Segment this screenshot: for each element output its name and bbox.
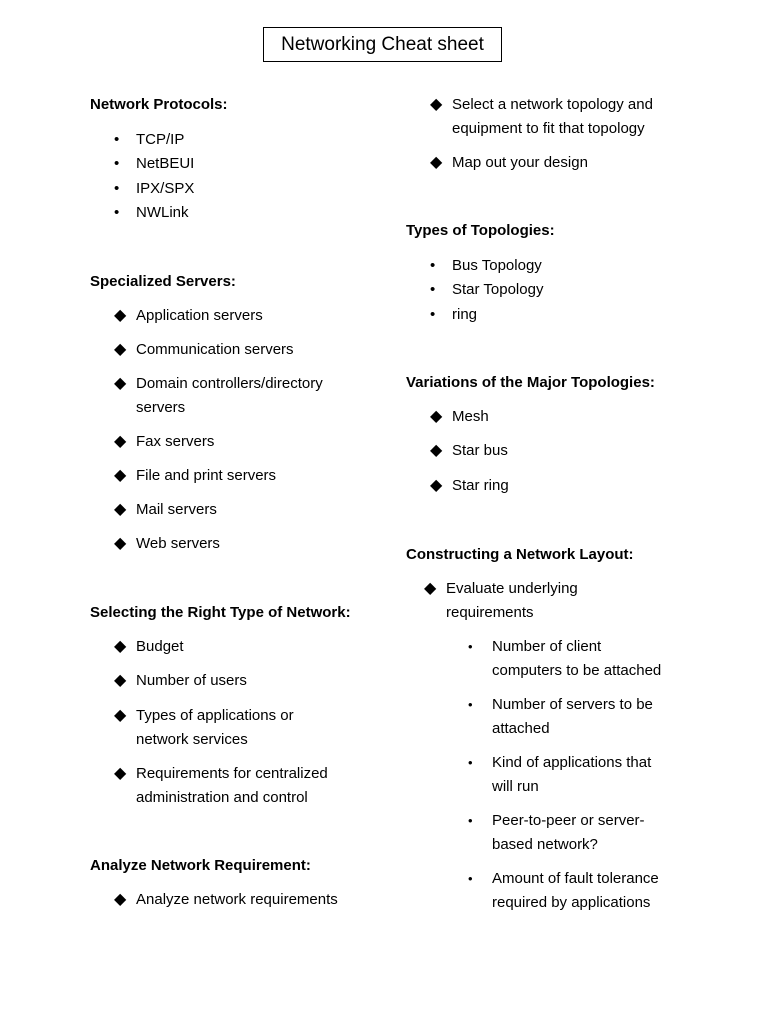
bullet-icon: • [468, 871, 473, 886]
diamond-icon: ◆ [430, 154, 443, 171]
diamond-icon: ◆ [114, 707, 127, 724]
bullet-icon: • [430, 257, 436, 274]
diamond-icon: ◆ [114, 307, 127, 324]
bullet-icon: • [468, 697, 473, 712]
diamond-icon: ◆ [430, 96, 443, 113]
bullet-icon: • [114, 180, 120, 197]
diamond-icon: ◆ [114, 467, 127, 484]
bullet-icon: • [114, 155, 120, 172]
diamond-icon: ◆ [114, 433, 127, 450]
page-title: Networking Cheat sheet [263, 27, 502, 62]
bullet-icon: • [430, 306, 436, 323]
section-heading-selecting-network: Selecting the Right Type of Network: [90, 604, 351, 621]
diamond-icon: ◆ [114, 672, 127, 689]
bullet-icon: • [468, 639, 473, 654]
bullet-icon: • [468, 755, 473, 770]
diamond-icon: ◆ [430, 442, 443, 459]
diamond-icon: ◆ [430, 408, 443, 425]
section-heading-specialized-servers: Specialized Servers: [90, 273, 236, 290]
bullet-icon: • [468, 813, 473, 828]
diamond-icon: ◆ [114, 891, 127, 908]
diamond-icon: ◆ [430, 477, 443, 494]
section-heading-variations: Variations of the Major Topologies: [406, 374, 655, 391]
section-heading-constructing-layout: Constructing a Network Layout: [406, 546, 634, 563]
section-heading-analyze-network: Analyze Network Requirement: [90, 857, 311, 874]
diamond-icon: ◆ [114, 765, 127, 782]
bullet-icon: • [430, 281, 436, 298]
section-heading-types-of-topologies: Types of Topologies: [406, 222, 555, 239]
diamond-icon: ◆ [114, 375, 127, 392]
diamond-icon: ◆ [114, 638, 127, 655]
section-heading-network-protocols: Network Protocols: [90, 96, 228, 113]
bullet-icon: • [114, 131, 120, 148]
bullet-icon: • [114, 204, 120, 221]
diamond-icon: ◆ [114, 501, 127, 518]
diamond-icon: ◆ [424, 580, 437, 597]
diamond-icon: ◆ [114, 341, 127, 358]
diamond-icon: ◆ [114, 535, 127, 552]
